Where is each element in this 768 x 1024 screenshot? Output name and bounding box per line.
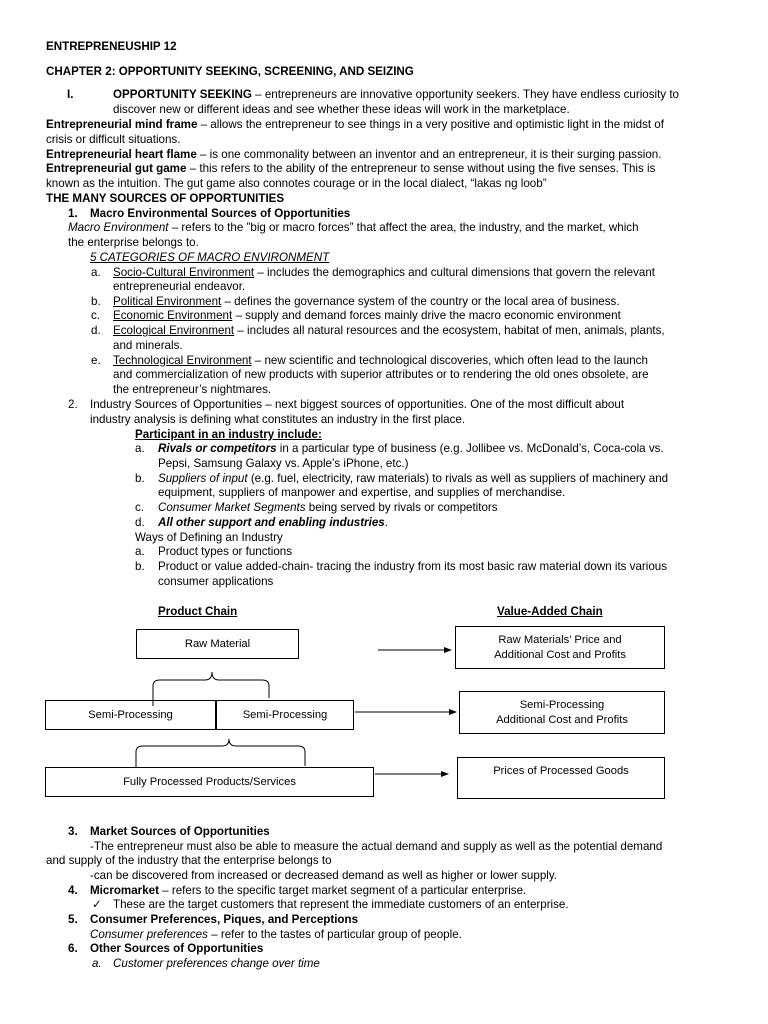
raw-material-box: Raw Material <box>136 629 299 659</box>
arrow-3-head <box>441 771 449 777</box>
value-box-2 <box>459 691 665 734</box>
consumer-line <box>90 928 462 943</box>
market-title: Market Sources of Opportunities <box>90 825 270 838</box>
market-number: 3. <box>68 825 78 838</box>
category-text: – defines the governance system of the country or the local area of business. <box>221 295 620 308</box>
category-text: – includes all natural resources and the ecosystem, habitat of men, animals, plants, <box>234 324 665 337</box>
way-text: Product or value added-chain- tracing the industry from its most basic raw material down its various <box>158 560 668 573</box>
heart-flame-term: Entrepreneurial heart flame <box>46 148 197 161</box>
micromarket-term: Micromarket <box>90 884 159 897</box>
opportunity-seeking-line2: discover new or different ideas and see whether these ideas will work in the marketplace. <box>113 103 570 116</box>
mind-frame-line2: crisis or difficult situations. <box>46 133 181 146</box>
macro-def-term: Macro Environment <box>68 221 169 234</box>
participant-term: Suppliers of input <box>158 472 248 485</box>
market-line2: and supply of the industry that the enterprise belongs to <box>46 854 332 867</box>
category-letter: d. <box>91 324 101 337</box>
participant-letter: d. <box>135 516 145 529</box>
participant-term: All other support and enabling industries <box>158 516 385 529</box>
bracket-bottom <box>136 739 305 768</box>
consumer-term: Consumer preferences <box>90 928 208 941</box>
gut-game-text: – this refers to the ability of the entrepreneur to sense without using the five senses. This is <box>186 162 656 175</box>
micromarket-text: – refers to the specific target market segment of a particular enterprise. <box>158 884 527 897</box>
mind-frame-text: – allows the entrepreneur to see things in a very positive and optimistic light in the midst of <box>197 118 664 131</box>
arrow-2-head <box>449 709 457 715</box>
ways-heading: Ways of Defining an Industry <box>135 531 283 544</box>
consumer-number: 5. <box>68 913 78 926</box>
category-text-line2: and commercialization of new products with superior attributes or to rendering the old ones obsolete, are <box>113 368 649 381</box>
category-text: – new scientific and technological discoveries, which often lead to the launch <box>251 354 648 367</box>
category-text-line2: entrepreneurial endeavor. <box>113 280 246 293</box>
participant-term: Consumer Market Segments <box>158 501 306 514</box>
course-title: ENTREPRENEUSHIP 12 <box>46 40 177 53</box>
macro-number: 1. <box>68 207 78 220</box>
way-letter: b. <box>135 560 145 573</box>
participant-letter: a. <box>135 442 145 455</box>
value-box-3: Prices of Processed Goods <box>457 757 665 799</box>
market-line1: -The entrepreneur must also be able to measure the actual demand and supply as well as the potential demand <box>90 840 663 853</box>
industry-line1: Industry Sources of Opportunities – next biggest sources of opportunities. One of the most difficult about <box>90 398 625 411</box>
many-sources-heading: THE MANY SOURCES OF OPPORTUNITIES <box>46 192 285 205</box>
other-item: Customer preferences change over time <box>113 957 320 970</box>
other-number: 6. <box>68 942 78 955</box>
opportunity-seeking-term: OPPORTUNITY SEEKING <box>113 88 252 101</box>
other-letter: a. <box>92 957 102 970</box>
category-text: – includes the demographics and cultural dimensions that govern the relevant <box>254 266 655 279</box>
chapter-title: CHAPTER 2: OPPORTUNITY SEEKING, SCREENING, AND SEIZING <box>46 65 414 78</box>
participants-heading: Participant in an industry include: <box>135 428 322 441</box>
participant-text: . <box>384 516 388 529</box>
arrow-1-head <box>444 647 452 653</box>
category-term: Ecological Environment <box>113 324 235 337</box>
fully-processed-box: Fully Processed Products/Services <box>45 767 374 797</box>
category-text-line2: and minerals. <box>113 339 183 352</box>
category-letter: b. <box>91 295 101 308</box>
heart-flame-text: – is one commonality between an inventor and an entrepreneur, it is their surging passion. <box>196 148 662 161</box>
participant-text: (e.g. fuel, electricity, raw materials) to rivals as well as suppliers of machinery and <box>247 472 669 485</box>
participant-text: in a particular type of business (e.g. Jollibee vs. McDonald’s, Coca-cola vs. <box>276 442 664 455</box>
product-chain-label: Product Chain <box>158 605 238 618</box>
industry-number: 2. <box>68 398 78 411</box>
category-term: Economic Environment <box>113 309 233 322</box>
category-letter: a. <box>91 266 101 279</box>
macro-def-text: – refers to the ”big or macro forces” that affect the area, the industry, and the market, which <box>168 221 639 234</box>
category-letter: c. <box>91 309 101 322</box>
micromarket-bullet: These are the target customers that represent the immediate customers of an enterprise. <box>113 898 569 911</box>
check-icon: ✓ <box>92 898 102 911</box>
gut-game-line2: known as the intuition. The gut game also connotes courage or in the local dialect, “lakas ng loob” <box>46 177 547 190</box>
value-box-1 <box>455 626 665 669</box>
category-term: Socio-Cultural Environment <box>113 266 255 279</box>
categories-heading: 5 CATEGORIES OF MACRO ENVIRONMENT <box>90 251 330 264</box>
consumer-title: Consumer Preferences, Piques, and Perceptions <box>90 913 359 926</box>
consumer-text: – refer to the tastes of particular group of people. <box>207 928 462 941</box>
section-number: I. <box>67 88 74 101</box>
macro-title: Macro Environmental Sources of Opportunities <box>90 207 351 220</box>
micromarket-line <box>90 884 526 899</box>
participant-letter: c. <box>135 501 145 514</box>
value-box-2-line1: Semi-Processing <box>519 698 605 711</box>
value-chain-label: Value-Added Chain <box>497 605 603 618</box>
participant-text: being served by rivals or competitors <box>305 501 498 514</box>
way-text: Product types or functions <box>158 545 293 558</box>
way-text-line2: consumer applications <box>158 575 274 588</box>
category-text-line3: the entrepreneur’s nightmares. <box>113 383 272 396</box>
value-box-1-line2: Additional Cost and Profits <box>494 648 626 661</box>
other-title: Other Sources of Opportunities <box>90 942 264 955</box>
participant-text-line2: equipment, suppliers of manpower and expertise, and supplies of merchandise. <box>158 486 566 499</box>
category-letter: e. <box>91 354 101 367</box>
category-term: Technological Environment <box>113 354 252 367</box>
semi-processing-box-2: Semi-Processing <box>216 700 354 730</box>
opportunity-seeking-text: – entrepreneurs are innovative opportunity seekers. They have endless curiosity to <box>251 88 679 101</box>
participant-term: Rivals or competitors <box>158 442 277 455</box>
mind-frame-term: Entrepreneurial mind frame <box>46 118 198 131</box>
macro-def-line2: the enterprise belongs to. <box>68 236 199 249</box>
participant-text-line2: Pepsi, Samsung Galaxy vs. Apple’s iPhone, etc.) <box>158 457 409 470</box>
market-line3: -can be discovered from increased or decreased demand as well as higher or lower supply. <box>90 869 557 882</box>
category-text: – supply and demand forces mainly drive the macro economic environment <box>232 309 621 322</box>
category-term: Political Environment <box>113 295 222 308</box>
value-box-2-line2: Additional Cost and Profits <box>496 713 628 726</box>
value-box-1-line1: Raw Materials’ Price and <box>498 633 622 646</box>
industry-line2: industry analysis is defining what constitutes an industry in the first place. <box>90 413 466 426</box>
gut-game-term: Entrepreneurial gut game <box>46 162 187 175</box>
semi-processing-box-1: Semi-Processing <box>45 700 216 730</box>
participant-letter: b. <box>135 472 145 485</box>
way-letter: a. <box>135 545 145 558</box>
micromarket-number: 4. <box>68 884 78 897</box>
